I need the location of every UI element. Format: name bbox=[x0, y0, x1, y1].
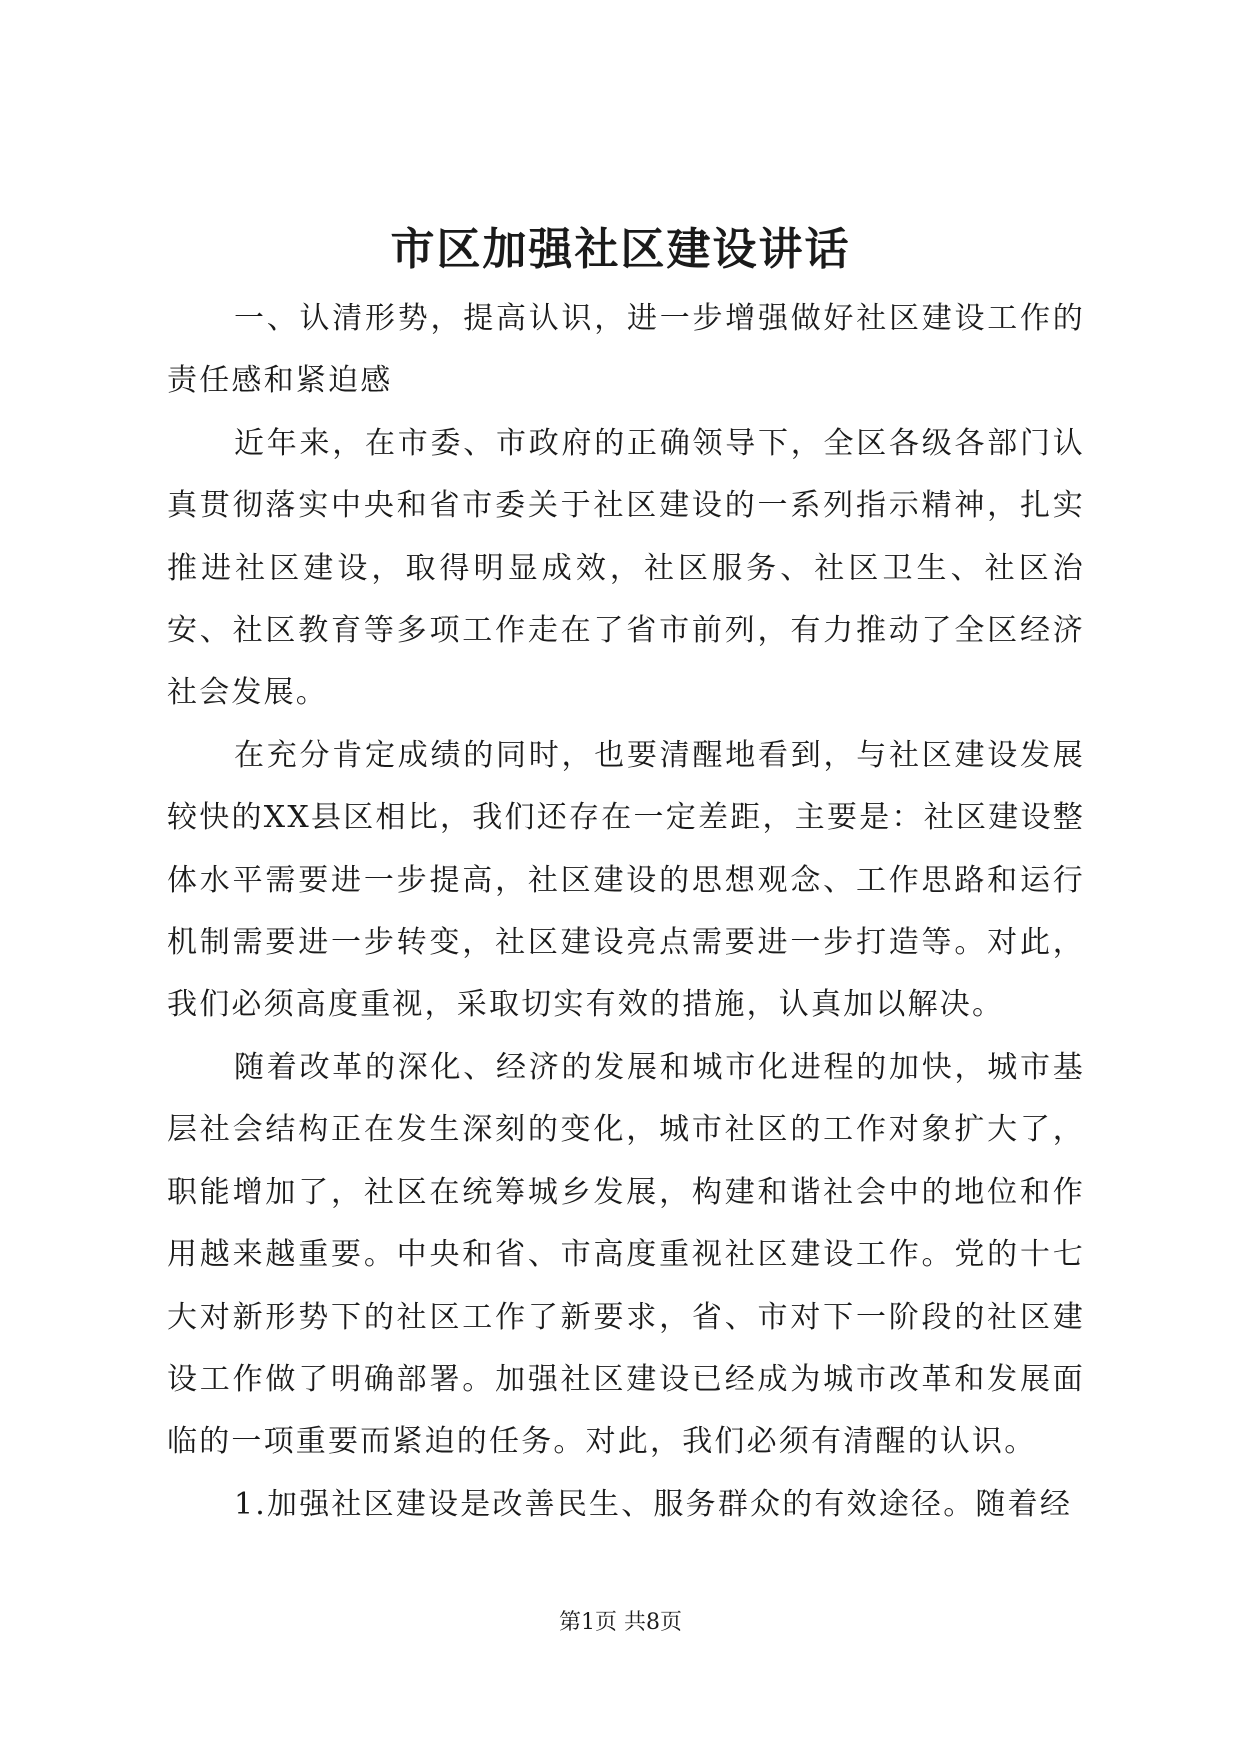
paragraph-section-heading: 一、认清形势，提高认识，进一步增强做好社区建设工作的责任感和紧迫感 bbox=[167, 301, 1085, 399]
paragraph: 1.加强社区建设是改善民生、服务群众的有效途径。随着经 bbox=[234, 1486, 1073, 1522]
paragraph: 近年来，在市委、市政府的正确领导下，全区各级各部门认真贯彻落实中央和省市委关于社区建设的一系列指示精神，扎实推进社区建设，取得明显成效，社区服务、社区卫生、社区治安、社区教育等多项工作走在了省市前列，有力推动了全区经济社会发展。 bbox=[167, 425, 1085, 711]
document-body bbox=[167, 288, 1085, 1536]
paragraph: 在充分肯定成绩的同时，也要清醒地看到，与社区建设发展较快的XX县区相比，我们还存在一定差距，主要是：社区建设整体水平需要进一步提高，社区建设的思想观念、工作思路和运行机制需要进一步转变，社区建设亮点需要进一步打造等。对此，我们必须高度重视，采取切实有效的措施，认真加以解决。 bbox=[167, 737, 1085, 1023]
document-title: 市区加强社区建设讲话 bbox=[390, 224, 851, 275]
paragraph: 随着改革的深化、经济的发展和城市化进程的加快，城市基层社会结构正在发生深刻的变化，城市社区的工作对象扩大了，职能增加了，社区在统筹城乡发展，构建和谐社会中的地位和作用越来越重要。中央和省、市高度重视社区建设工作。党的十七大对新形势下的社区工作了新要求，省、市对下一阶段的社区建设工作做了明确部署。加强社区建设已经成为城市改革和发展面临的一项重要而紧迫的任务。对此，我们必须有清醒的认识。 bbox=[167, 1049, 1085, 1460]
page-number-footer: 第1页 共8页 bbox=[559, 1610, 682, 1635]
